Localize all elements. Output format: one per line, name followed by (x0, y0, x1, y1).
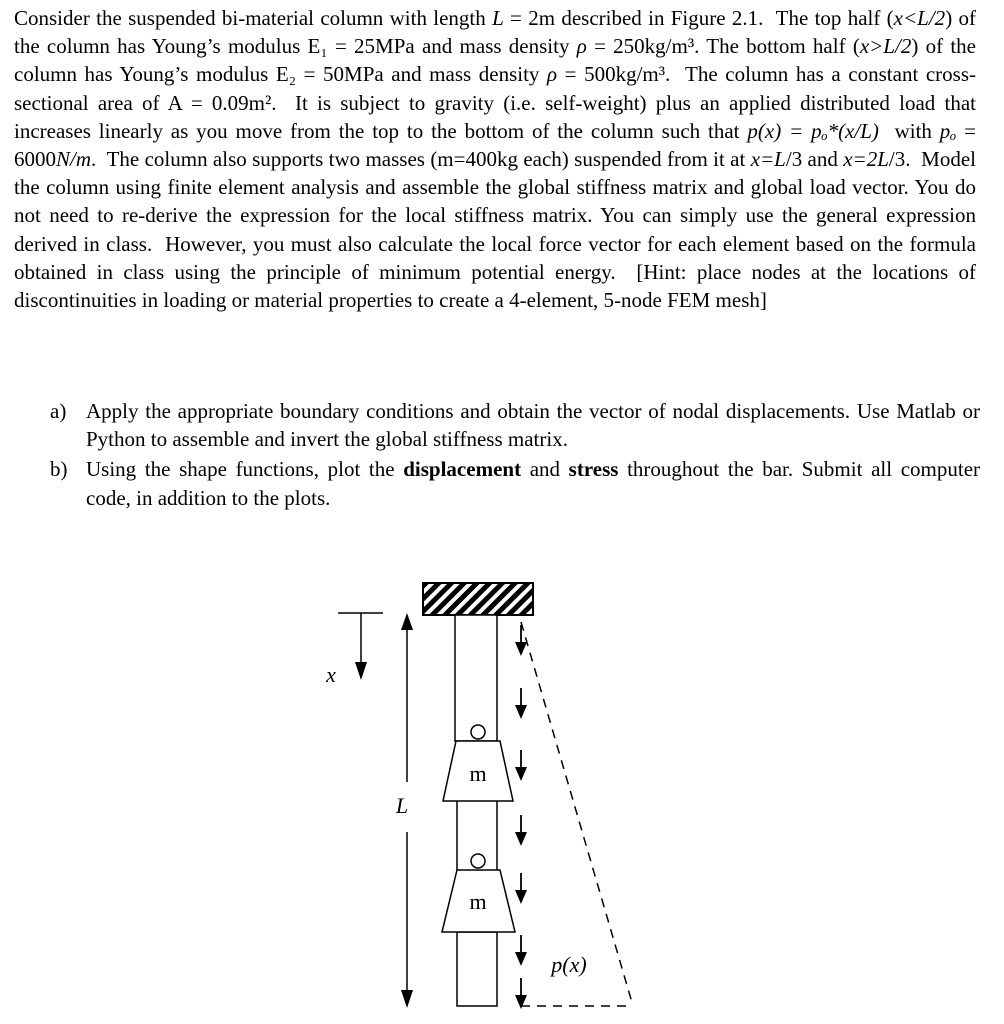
rho-symbol: ρ (576, 34, 587, 59)
load-arrow (515, 935, 527, 966)
fixed-support (423, 583, 533, 615)
text-run: = 250kg/m³. The bottom half ( (586, 34, 860, 59)
part-label: b) (50, 457, 68, 482)
text-run: ) of the column has Young’s modulus E₂ = 50MPa and mass density (14, 34, 982, 87)
text-run: ) of the column has Young’s modulus E₁ = 25MPa and mass density (14, 6, 982, 59)
text-run: Consider the suspended bi-material column with length (14, 6, 493, 30)
length-label: L (395, 793, 409, 818)
part-label: a) (50, 399, 67, 423)
load-arrow (515, 750, 527, 781)
text-run: = 6000 (14, 118, 982, 172)
text-run: /3 and (785, 147, 844, 172)
distributed-load-arrows (515, 625, 527, 1009)
text-run: with (878, 118, 940, 143)
emphasis-stress: stress (568, 457, 619, 482)
text-run: /3. Model the column using finite element analysis and assemble the global stiffness matrix and global load vector. You do not need to re-derive the expression for the local stiffness matrix. You can simply use the general expression derived in class. However, you must also calculate the local force vector for each element based on the formula obtained in class using the principle of minimum potential energy. [Hint: place nodes at the locations of discontinuities in loading or material properties to create a 4-element, 5-node FEM mesh] (14, 147, 982, 313)
rho-symbol: ρ (547, 62, 558, 87)
po-symbol: pₒ (939, 118, 957, 143)
load-triangle (521, 622, 633, 1006)
mass-position-1: x=L (750, 147, 786, 172)
x-label: x (326, 662, 336, 687)
text-run: = 2m described in Figure 2.1. The top half ( (503, 6, 894, 30)
part-text: Using the shape functions, plot the displacement and stress throughout the bar. Submit all computer code, in addition to the plots. (86, 457, 981, 510)
load-arrow (515, 978, 527, 1009)
emphasis-displacement: displacement (403, 457, 522, 482)
load-arrow (515, 873, 527, 904)
load-arrow (515, 625, 527, 656)
mass-2-label: m (469, 889, 487, 914)
load-formula: p(x) = pₒ*(x/L) (747, 118, 879, 143)
mass-position-2: x=2L (843, 147, 889, 172)
mass-1-label: m (469, 761, 487, 786)
cond-top-half: x<L/2 (893, 6, 946, 30)
load-arrow (515, 815, 527, 846)
text-run: = 500kg/m³. The column has a constant cross-sectional area of A = 0.09m². It is subject to gravity (i.e. self-weight) plus an applied distributed load that increases linearly as you move from the top to the bottom of the column such that (14, 62, 982, 143)
text-run: . The column also supports two masses (m=400kg each) suspended from it at (91, 147, 751, 172)
load-unit: N/m (56, 147, 92, 172)
cond-bottom-half: x>L/2 (859, 34, 912, 59)
var-L: L (492, 6, 504, 30)
part-text: Apply the appropriate boundary conditions and obtain the vector of nodal displacements. Use Matlab or Python to assemble and invert the global stiffness matrix. (86, 399, 980, 452)
x-axis-indicator (338, 613, 383, 680)
load-arrow (515, 688, 527, 719)
load-label: p(x) (551, 952, 587, 977)
column (455, 615, 497, 1006)
